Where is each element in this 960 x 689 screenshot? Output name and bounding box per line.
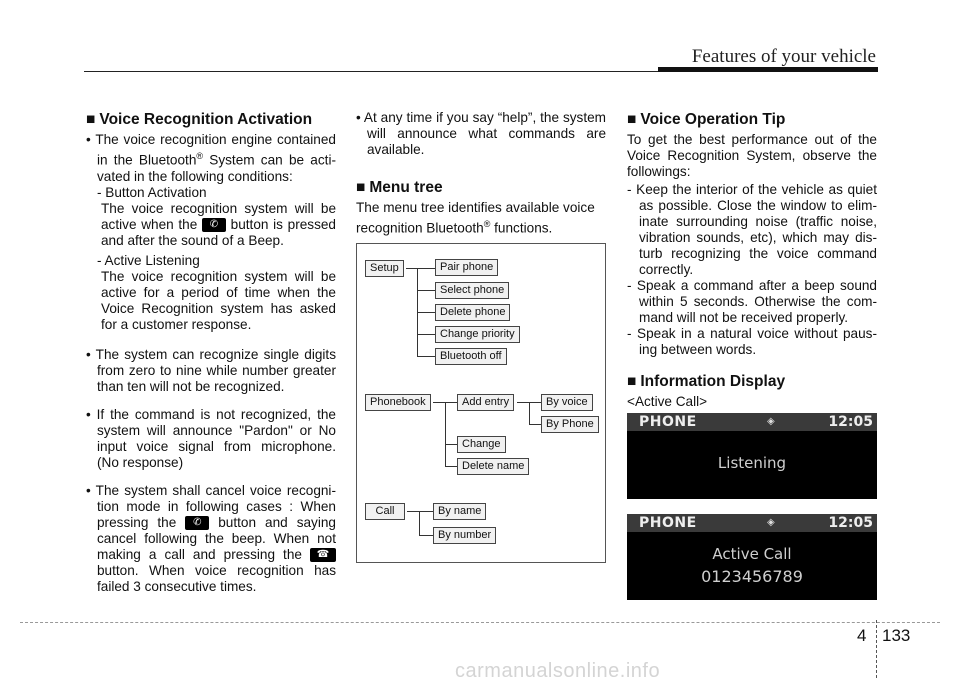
heading-menu-tree: ■ Menu tree (356, 179, 443, 196)
column-voice-activation (86, 110, 336, 607)
menu-tree-intro: The menu tree identifies available voice recognition Bluetooth® functions. (356, 200, 595, 236)
bullet-cancel-mode: • The system shall cancel voice recognition mode in following cases : When pressing the ✆ button and saying cancel following the beep. When not making a call and pressing the ☎ button. When voice recognition has failed 3 consecutive times. (86, 482, 336, 594)
tree-node-call: Call (365, 503, 405, 520)
bullet-help: • At any time if you say “help”, the system will announce what commands are available. (356, 110, 606, 157)
display-listening-text: Listening (717, 454, 787, 472)
tree-node-by-voice: By voice (541, 394, 593, 411)
column-voice-tip (627, 110, 877, 410)
talk-button-icon: ✆ (185, 516, 209, 530)
tree-node-by-phone: By Phone (541, 416, 599, 433)
tree-node-pair-phone: Pair phone (435, 259, 498, 276)
tip-quiet-interior: - Keep the interior of the vehicle as quiet as possible. Close the window to eliminate surrounding noise (traffic noise, vibration sounds, etc), which may disturb recognizing the voice command correctly. (627, 182, 877, 277)
bluetooth-icon: ◈ (767, 517, 775, 528)
bullet-engine-conditions: • The voice recognition engine contained in the Bluetooth® System can be activated in the following conditions: (86, 132, 336, 184)
tree-node-by-name: By name (433, 503, 486, 520)
display-active-call (627, 514, 877, 600)
page-header-title: Features of your vehicle (691, 46, 876, 67)
active-listening-text: The voice recognition system will be active for a period of time when the Voice Recognition system has asked for a customer response. (101, 268, 336, 332)
display-clock: 12:05 (828, 414, 873, 430)
heading-voice-operation-tip: ■ Voice Operation Tip (627, 111, 786, 128)
active-call-label: <Active Call> (627, 394, 708, 409)
tip-natural-voice: - Speak in a natural voice without pausing between words. (627, 326, 877, 357)
voice-tip-intro: To get the best performance out of the Voice Recognition System, observe the followings: (627, 132, 877, 179)
display-mode: PHONE (639, 414, 697, 430)
tree-node-delete-name: Delete name (457, 458, 529, 475)
menu-tree-diagram (356, 243, 606, 563)
column-menu-tree (356, 110, 606, 237)
display-active-call-text: Active Call (712, 545, 792, 563)
header-rule-bold (658, 67, 878, 72)
tree-node-add-entry: Add entry (457, 394, 514, 411)
watermark: carmanualsonline.info (455, 660, 661, 682)
tree-node-bluetooth-off: Bluetooth off (435, 348, 507, 365)
tree-node-by-number: By number (433, 527, 496, 544)
heading-voice-recognition-activation: ■ Voice Recognition Activation (86, 111, 313, 128)
display-clock: 12:05 (828, 515, 873, 531)
heading-information-display: ■ Information Display (627, 373, 786, 390)
display-phone-number: 0123456789 (701, 567, 803, 586)
bullet-not-recognized: • If the command is not recognized, the system will announce "Pardon" or No input voice signal from microphone. (No response) (86, 406, 336, 470)
sub-button-activation: - Button Activation (97, 184, 207, 200)
square-bullet-icon: ■ (356, 179, 366, 196)
sub-active-listening: - Active Listening (97, 252, 200, 268)
end-call-button-icon: ☎ (310, 548, 336, 562)
display-mode: PHONE (639, 515, 697, 531)
tip-speak-after-beep: - Speak a command after a beep sound within 5 seconds. Otherwise the command will not be received properly. (627, 278, 877, 325)
tree-node-phonebook: Phonebook (365, 394, 431, 411)
page-number: 133 (882, 626, 911, 645)
square-bullet-icon: ■ (627, 111, 637, 128)
bullet-single-digits: • The system can recognize single digits from zero to nine while number greater than ten will not be recognized. (86, 346, 336, 394)
square-bullet-icon: ■ (627, 373, 637, 390)
chapter-number: 4 (857, 626, 867, 645)
button-activation-text: The voice recognition system will be active when the ✆ button is pressed and after the sound of a Beep. (101, 200, 336, 248)
display-listening (627, 413, 877, 499)
tree-node-change-priority: Change priority (435, 326, 520, 343)
tree-node-select-phone: Select phone (435, 282, 509, 299)
bluetooth-icon: ◈ (767, 416, 775, 427)
tree-node-delete-phone: Delete phone (435, 304, 510, 321)
footer-rule (20, 622, 940, 623)
tree-node-setup: Setup (365, 260, 404, 277)
talk-button-icon: ✆ (202, 218, 226, 232)
page-number-divider (876, 620, 877, 678)
square-bullet-icon: ■ (86, 111, 96, 128)
tree-node-change: Change (457, 436, 506, 453)
